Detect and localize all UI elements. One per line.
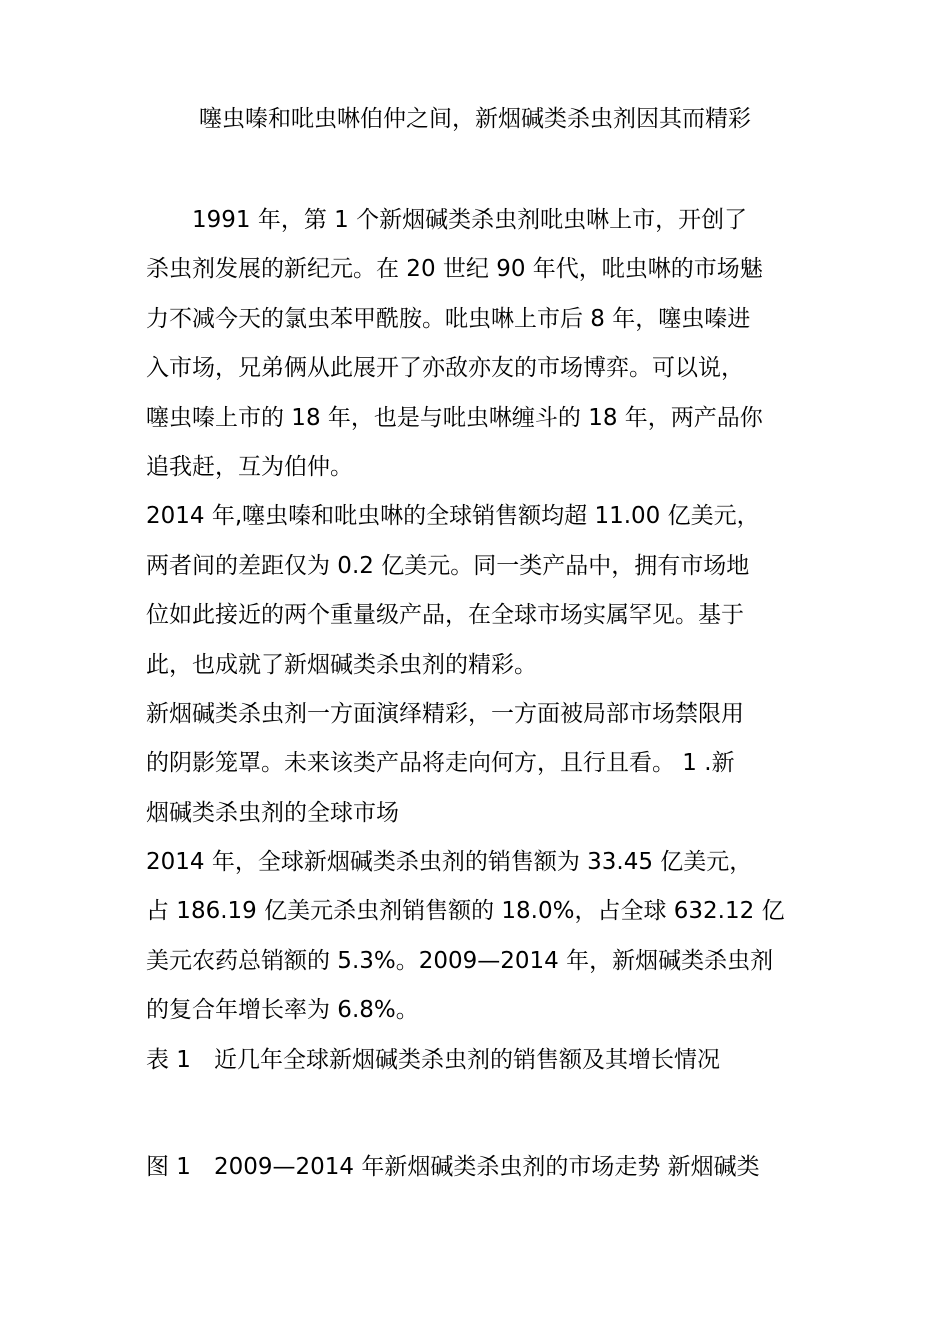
document-title: 噻虫嗪和吡虫啉伯仲之间，新烟碱类杀虫剂因其而精彩 [199, 106, 751, 132]
text-line: 烟碱类杀虫剂的全球市场 [146, 799, 399, 826]
text-line: 占 186.19 亿美元杀虫剂销售额的 18.0%，占全球 632.12 亿 [146, 898, 785, 925]
text-line: 位如此接近的两个重量级产品，在全球市场实属罕见。基于 [146, 602, 744, 629]
text-line: 此，也成就了新烟碱类杀虫剂的精彩。 [146, 651, 537, 678]
text-line: 噻虫嗪上市的 18 年，也是与吡虫啉缠斗的 18 年，两产品你 [146, 404, 763, 431]
text-line: 2014 年,噻虫嗪和吡虫啉的全球销售额均超 11.00 亿美元， [146, 503, 760, 530]
text-line: 的复合年增长率为 6.8%。 [146, 997, 419, 1024]
table-caption: 表 1 近几年全球新烟碱类杀虫剂的销售额及其增长情况 [146, 1046, 720, 1073]
text-line: 的阴影笼罩。未来该类产品将走向何方，且行且看。 1 .新 [146, 750, 735, 777]
text-line: 新烟碱类杀虫剂一方面演绎精彩，一方面被局部市场禁限用 [146, 700, 744, 727]
text-line: 力不减今天的氯虫苯甲酰胺。吡虫啉上市后 8 年，噻虫嗪进 [146, 305, 751, 332]
text-line: 1991 年，第 1 个新烟碱类杀虫剂吡虫啉上市，开创了 [146, 207, 748, 233]
figure-caption: 图 1 2009—2014 年新烟碱类杀虫剂的市场走势 新烟碱类 [146, 1154, 760, 1180]
text-line: 入市场，兄弟俩从此展开了亦敌亦友的市场博弈。可以说， [146, 355, 744, 382]
text-line: 2014 年，全球新烟碱类杀虫剂的销售额为 33.45 亿美元， [146, 849, 753, 876]
text-line: 杀虫剂发展的新纪元。在 20 世纪 90 年代，吡虫啉的市场魅 [146, 256, 763, 283]
text-line: 美元农药总销额的 5.3%。2009—2014 年，新烟碱类杀虫剂 [146, 947, 774, 974]
text-line: 追我赶，互为伯仲。 [146, 453, 353, 480]
text-line: 两者间的差距仅为 0.2 亿美元。同一类产品中，拥有市场地 [146, 552, 750, 579]
body-text [146, 196, 816, 1085]
